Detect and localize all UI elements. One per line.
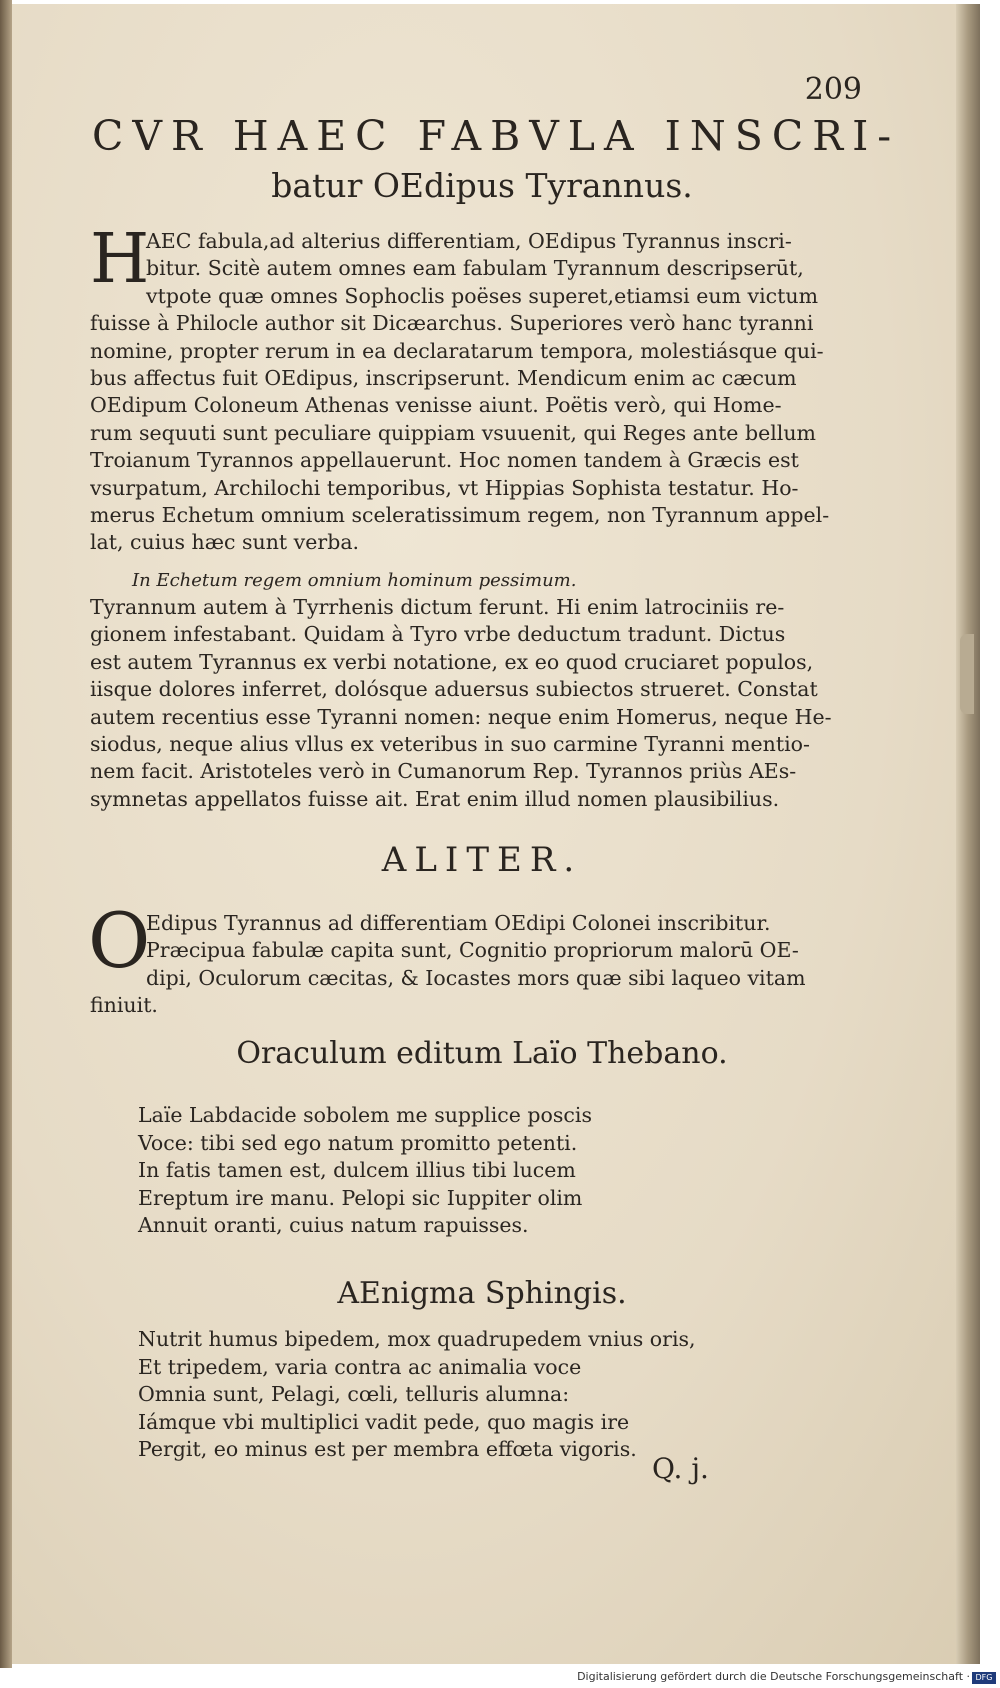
text-line: dipi, Oculorum cæcitas, & Iocastes mors quæ sibi laqueo vitam: [146, 965, 806, 990]
page-edge: [956, 4, 980, 1664]
verse-line: Nutrit humus bipedem, mox quadrupedem vnius oris,: [138, 1327, 696, 1351]
paragraph-3: [90, 910, 858, 1020]
page-tab: [960, 634, 974, 714]
title-line-1: CVR HAEC FABVLA INSCRI-: [92, 112, 901, 160]
quote-line: In Echetum regem omnium hominum pessimum.: [132, 570, 577, 591]
paragraph-2: [90, 594, 858, 813]
text-line: AEC fabula,ad alterius differentiam, OEdipus Tyrannus inscri-: [146, 229, 792, 253]
verse-line: Voce: tibi sed ego natum promitto petenti.: [138, 1130, 578, 1155]
signature-mark: Q. j.: [652, 1452, 709, 1485]
book-spine: [0, 0, 12, 1668]
title-line-2: batur OEdipus Tyrannus.: [271, 166, 693, 205]
text-line: nomine, propter rerum in ea declaratarum tempora, molestiásque qui-: [90, 338, 824, 363]
text-line: Edipus Tyrannus ad differentiam OEdipi Colonei inscribitur.: [146, 911, 771, 935]
text-line: Præcipua fabulæ capita sunt, Cognitio propriorum malorū OE-: [146, 938, 799, 963]
text-line: bus affectus fuit OEdipus, inscripserunt. Mendicum enim ac cæcum: [90, 366, 797, 391]
text-line: fuisse à Philocle author sit Dicæarchus. Superiores verò hanc tyranni: [90, 311, 814, 336]
book-page: [12, 4, 980, 1664]
text-line: rum sequuti sunt peculiare quippiam vsuuenit, qui Reges ante bellum: [90, 420, 816, 445]
footer-credit: [560, 1670, 1000, 1688]
verse-line: Annuit oranti, cuius natum rapuisses.: [138, 1213, 529, 1237]
text-line: vsurpatum, Archilochi temporibus, vt Hippias Sophista testatur. Ho-: [90, 475, 799, 500]
dropcap-o: O: [88, 896, 151, 985]
text-line: siodus, neque alius vllus ex veteribus in suo carmine Tyranni mentio-: [90, 732, 810, 757]
verse-sphinx: [138, 1326, 758, 1464]
verse-line: Omnia sunt, Pelagi, cœli, telluris alumna:: [138, 1382, 570, 1406]
text-line: nem facit. Aristoteles verò in Cumanorum Rep. Tyrannos priùs AEs-: [90, 759, 797, 784]
text-line: OEdipum Coloneum Athenas venisse aiunt. Poëtis verò, qui Home-: [90, 393, 782, 418]
dfg-logo-icon: DFG: [972, 1672, 996, 1684]
text-line: bitur. Scitè autem omnes eam fabulam Tyrannum descripserūt,: [146, 256, 804, 281]
verse-line: Pergit, eo minus est per membra effœta vigoris.: [138, 1437, 637, 1461]
text-line: finiuit.: [90, 993, 158, 1018]
text-line: Troianum Tyrannos appellauerunt. Hoc nomen tandem à Græcis est: [90, 448, 799, 473]
verse-oracle: [138, 1102, 758, 1240]
verse-line: Ereptum ire manu. Pelopi sic Iuppiter olim: [138, 1185, 583, 1210]
section-title: ALITER.: [381, 840, 583, 880]
text-line: iisque dolores inferret, dolósque aduersus subiectos strueret. Constat: [90, 677, 818, 702]
paragraph-1: [90, 220, 858, 557]
verse-line: Iámque vbi multiplici vadit pede, quo magis ire: [138, 1409, 630, 1434]
heading-sphinx: AEnigma Sphingis.: [337, 1276, 627, 1311]
dropcap-h: H: [90, 220, 150, 299]
footer-text: Digitalisierung gefördert durch die Deutsche Forschungsgemeinschaft ·: [577, 1670, 970, 1683]
heading-oracle: Oraculum editum Laïo Thebano.: [236, 1036, 728, 1071]
text-line: lat, cuius hæc sunt verba.: [90, 530, 360, 555]
text-line: gionem infestabant. Quidam à Tyro vrbe deductum tradunt. Dictus: [90, 622, 786, 647]
verse-line: In fatis tamen est, dulcem illius tibi lucem: [138, 1158, 576, 1182]
text-line: est autem Tyrannus ex verbi notatione, ex eo quod cruciaret populos,: [90, 649, 814, 674]
text-line: autem recentius esse Tyranni nomen: neque enim Homerus, neque He-: [90, 704, 832, 729]
text-line: vtpote quæ omnes Sophoclis poëses superet,etiamsi eum victum: [146, 283, 819, 308]
text-line: symnetas appellatos fuisse ait. Erat enim illud nomen plausibilius.: [90, 786, 780, 811]
verse-line: Et tripedem, varia contra ac animalia voce: [138, 1354, 582, 1379]
verse-line: Laïe Labdacide sobolem me supplice poscis: [138, 1103, 592, 1127]
text-line: merus Echetum omnium sceleratissimum regem, non Tyrannum appel-: [90, 503, 830, 528]
page-number: 209: [804, 72, 862, 107]
text-line: Tyrannum autem à Tyrrhenis dictum ferunt. Hi enim latrociniis re-: [90, 595, 785, 619]
